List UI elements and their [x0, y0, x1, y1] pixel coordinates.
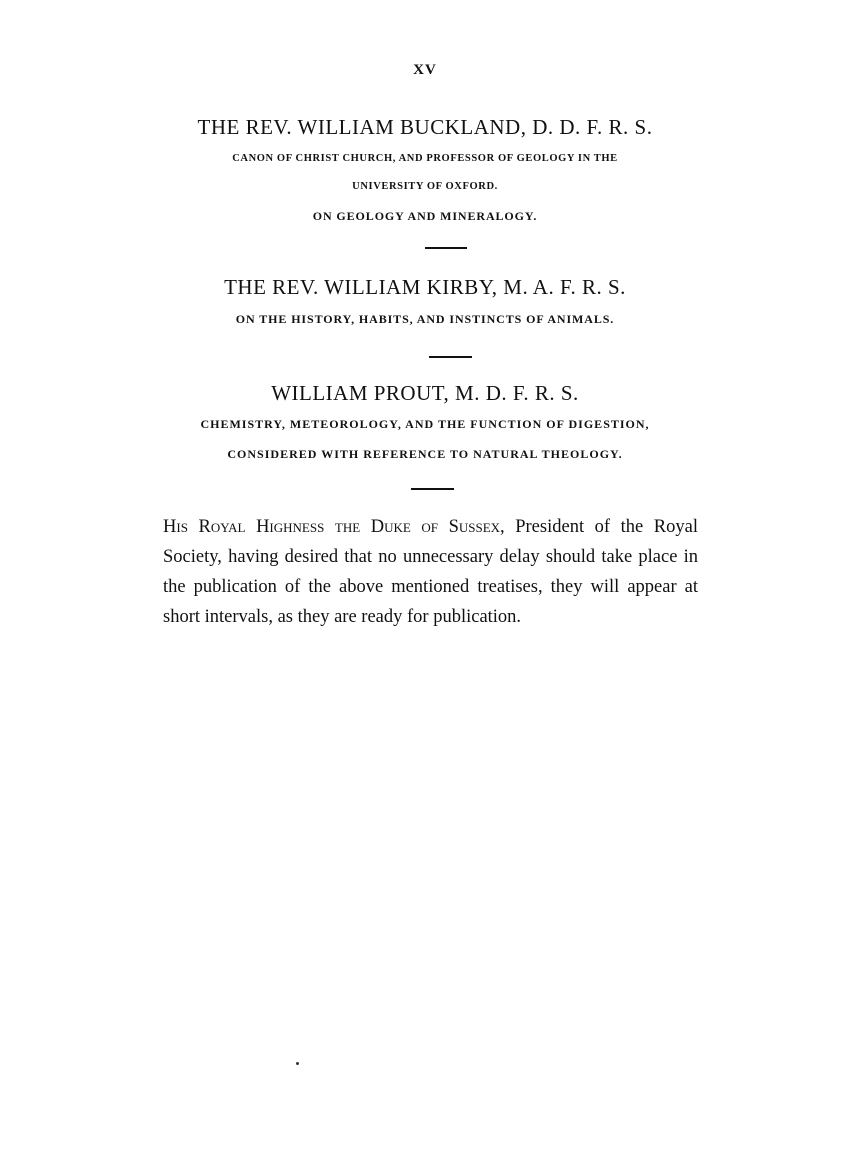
entry-prout	[100, 379, 750, 469]
entry-name: THE REV. WILLIAM KIRBY, M. A. F. R. S.	[224, 275, 626, 299]
divider-rule	[411, 488, 454, 490]
entry-name: WILLIAM PROUT, M. D. F. R. S.	[271, 381, 579, 405]
entry-subtitle: CANON OF CHRIST CHURCH, AND PROFESSOR OF GEOLOGY IN THE	[232, 153, 618, 164]
publication-notice	[163, 512, 698, 632]
notice-text: , President of the Royal Society, having desired that no unnecessary delay should take place in the publication of the above mentioned treatises, they will appear at short intervals, as they are ready for publication.	[163, 517, 698, 627]
divider-rule	[429, 356, 472, 358]
entry-topic: CONSIDERED WITH REFERENCE TO NATURAL THEOLOGY.	[227, 447, 623, 461]
entry-topic: CHEMISTRY, METEOROLOGY, AND THE FUNCTION OF DIGESTION,	[200, 417, 650, 431]
entry-topic: ON GEOLOGY AND MINERALOGY.	[312, 209, 538, 223]
entry-subtitle: UNIVERSITY OF OXFORD.	[352, 181, 498, 192]
entry-topic: ON THE HISTORY, HABITS, AND INSTINCTS OF ANIMALS.	[235, 312, 615, 326]
entry-kirby	[100, 273, 750, 334]
divider-rule	[425, 247, 467, 249]
entry-name: THE REV. WILLIAM BUCKLAND, D. D. F. R. S.	[197, 115, 653, 139]
page-number: XV	[413, 62, 437, 78]
ink-speck	[296, 1062, 299, 1065]
patron-name: His Royal Highness the Duke of Sussex	[163, 517, 501, 537]
entry-buckland	[100, 113, 750, 231]
